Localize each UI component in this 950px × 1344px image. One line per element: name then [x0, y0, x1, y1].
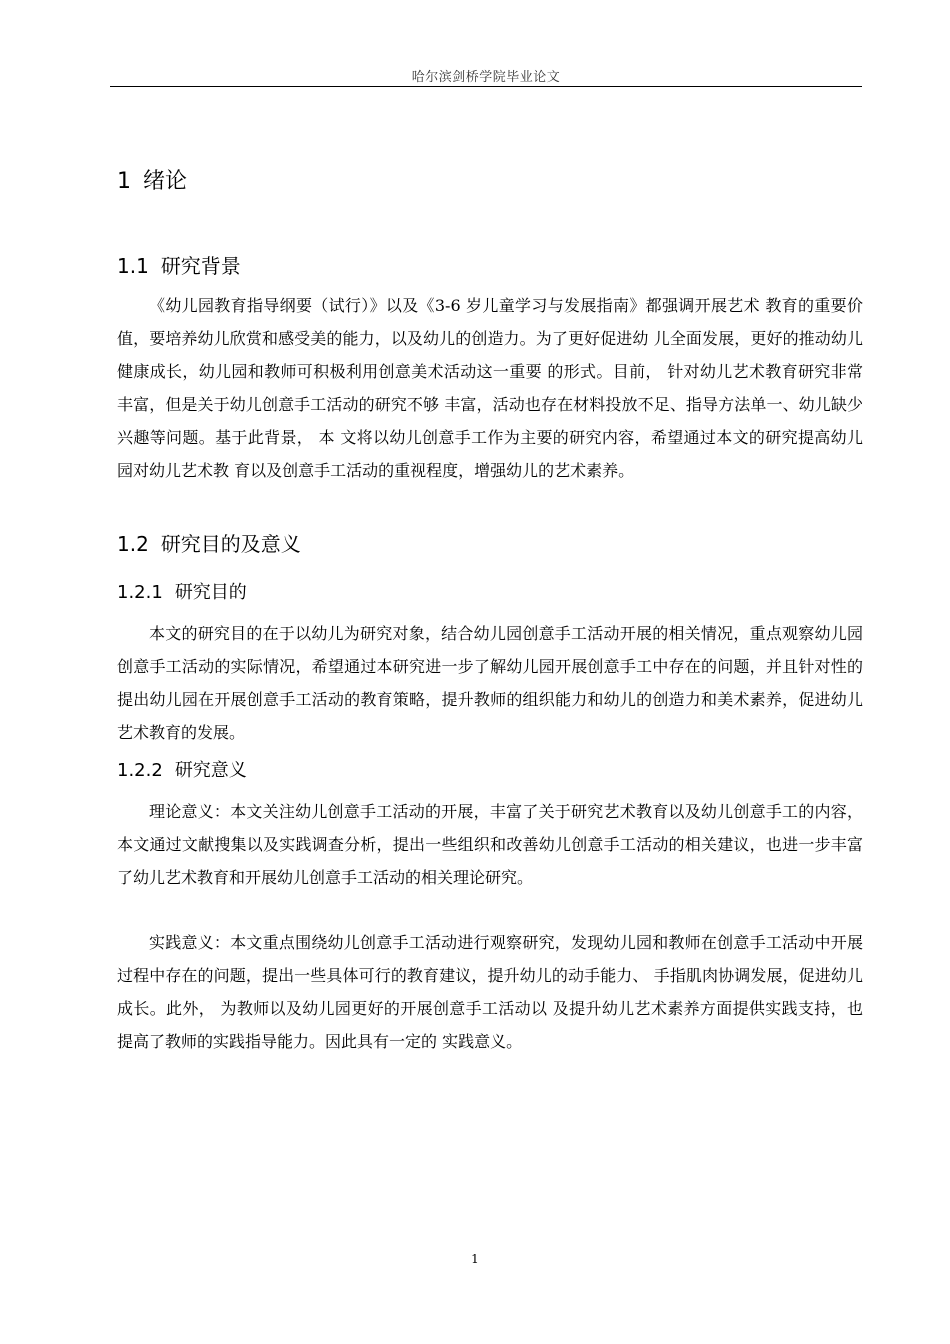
section-heading-1-1 — [117, 250, 241, 279]
subsection-number: 1.2.2 — [117, 760, 163, 781]
chapter-number: 1 — [117, 169, 131, 194]
section-number: 1.1 — [117, 254, 149, 278]
subsection-title: 研究目的 — [174, 582, 247, 603]
practice-significance-paragraph: 实践意义：本文重点围绕幼儿创意手工活动进行观察研究，发现幼儿园和教师在创意手工活动中开展过程中存在的问题，提出一些具体可行的教育建议，提升幼儿的动手能力、 手指肌肉协调发展，促进幼儿成长。此外， 为教师以及幼儿园更好的开展创意手工活动以 及提升幼儿艺术素养方面提供实践支持，也提高了教师的实践指导能力。因此具有一定的 实践意义。 — [117, 933, 863, 1051]
theory-significance-paragraph: 理论意义：本文关注幼儿创意手工活动的开展，丰富了关于研究艺术教育以及幼儿创意手工的内容，本文通过文献搜集以及实践调查分析，提出一些组织和改善幼儿创意手工活动的相关建议，也进一步丰富了幼儿艺术教育和开展幼儿创意手工活动的相关理论研究。 — [117, 802, 863, 887]
section-title: 研究目的及意义 — [160, 532, 301, 556]
purpose-paragraph: 本文的研究目的在于以幼儿为研究对象，结合幼儿园创意手工活动开展的相关情况，重点观察幼儿园创意手工活动的实际情况，希望通过本研究进一步了解幼儿园开展创意手工中存在的问题，并且针对性的提出幼儿园在开展创意手工活动的教育策略，提升教师的组织能力和幼儿的创造力和美术素养，促进幼儿艺术教育的发展。 — [117, 624, 863, 742]
chapter-title: 绪论 — [143, 169, 188, 194]
section-title: 研究背景 — [160, 254, 241, 278]
background-paragraph: 《幼儿园教育指导纲要（试行）》以及《3-6 岁儿童学习与发展指南》都强调开展艺术 教育的重要价值，要培养幼儿欣赏和感受美的能力，以及幼儿的创造力。为了更好促进幼 儿全面发展，更好的推动幼儿健康成长，幼儿园和教师可积极利用创意美术活动这一重要 的形式。目前， 针对幼儿艺术教育研究非常丰富，但是关于幼儿创意手工活动的研究不够 丰富，活动也存在材料投放不足、指导方法单一、幼儿缺少兴趣等问题。基于此背景， 本 文将以幼儿创意手工作为主要的研究内容，希望通过本文的研究提高幼儿园对幼儿艺术教 育以及创意手工活动的重视程度，增强幼儿的艺术素养。 — [117, 296, 863, 480]
subsection-title: 研究意义 — [174, 760, 247, 781]
subsection-number: 1.2.1 — [117, 582, 163, 603]
section-number: 1.2 — [117, 532, 149, 556]
header-rule — [110, 86, 862, 87]
section-heading-1-2 — [117, 528, 301, 557]
running-header: 哈尔滨剑桥学院毕业论文 — [411, 70, 561, 85]
subsection-heading-1-2-2 — [117, 756, 247, 782]
chapter-heading — [117, 164, 187, 195]
page-number: 1 — [471, 1252, 479, 1266]
subsection-heading-1-2-1 — [117, 578, 247, 604]
